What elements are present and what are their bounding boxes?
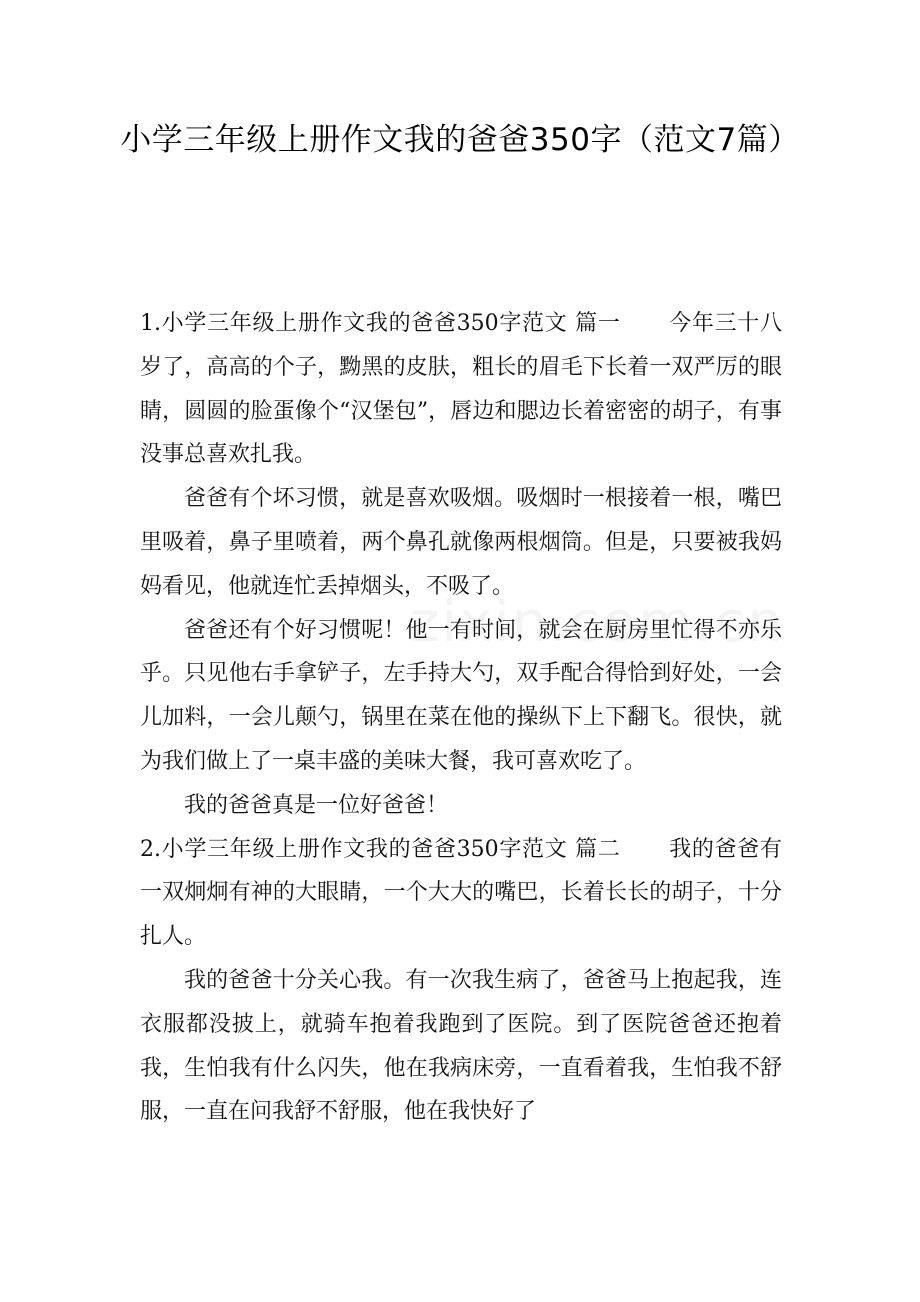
document-title: 小学三年级上册作文我的爸爸350字（范文7篇） <box>120 122 800 158</box>
paragraph-2: 爸爸有个坏习惯，就是喜欢吸烟。吸烟时一根接着一根，嘴巴里吸着，鼻子里喷着，两个鼻孔就像两根烟筒。但是，只要被我妈妈看见，他就连忙丢掉烟头，不吸了。 <box>140 486 782 599</box>
paragraph-text: 我的爸爸有一双炯炯有神的大眼睛，一个大大的嘴巴，长着长长的胡子，十分扎人。 <box>140 836 782 950</box>
section-heading-1: 1.小学三年级上册作文我的爸爸350字范文 篇一 <box>140 311 621 336</box>
paragraph-1 <box>140 302 782 477</box>
paragraph-text: 今年三十八岁了，高高的个子，黝黑的皮肤，粗长的眉毛下长着一双严厉的眼睛，圆圆的脸蛋像个“汉堡包”，唇边和腮边长着密密的胡子，有事没事总喜欢扎我。 <box>140 311 782 468</box>
paragraph-4: 我的爸爸真是一位好爸爸！ <box>184 792 449 818</box>
paragraph-3: 爸爸还有个好习惯呢！他一有时间，就会在厨房里忙得不亦乐乎。只见他右手拿铲子，左手持大勺，双手配合得恰到好处，一会儿加料，一会儿颠勺，锅里在菜在他的操纵下上下翻飞。很快，就为我们做上了一桌丰盛的美味大餐，我可喜欢吃了。 <box>140 617 782 774</box>
section-heading-2: 2.小学三年级上册作文我的爸爸350字范文 篇二 <box>140 836 621 862</box>
document-body <box>140 302 782 1134</box>
paragraph-6: 我的爸爸十分关心我。有一次我生病了，爸爸马上抱起我，连衣服都没披上，就骑车抱着我跑到了医院。到了医院爸爸还抱着我，生怕我有什么闪失，他在我病床旁，一直看着我，生怕我不舒服，一直在问我舒不舒服，他在我快好了 <box>140 967 782 1125</box>
paragraph-5 <box>140 828 782 959</box>
